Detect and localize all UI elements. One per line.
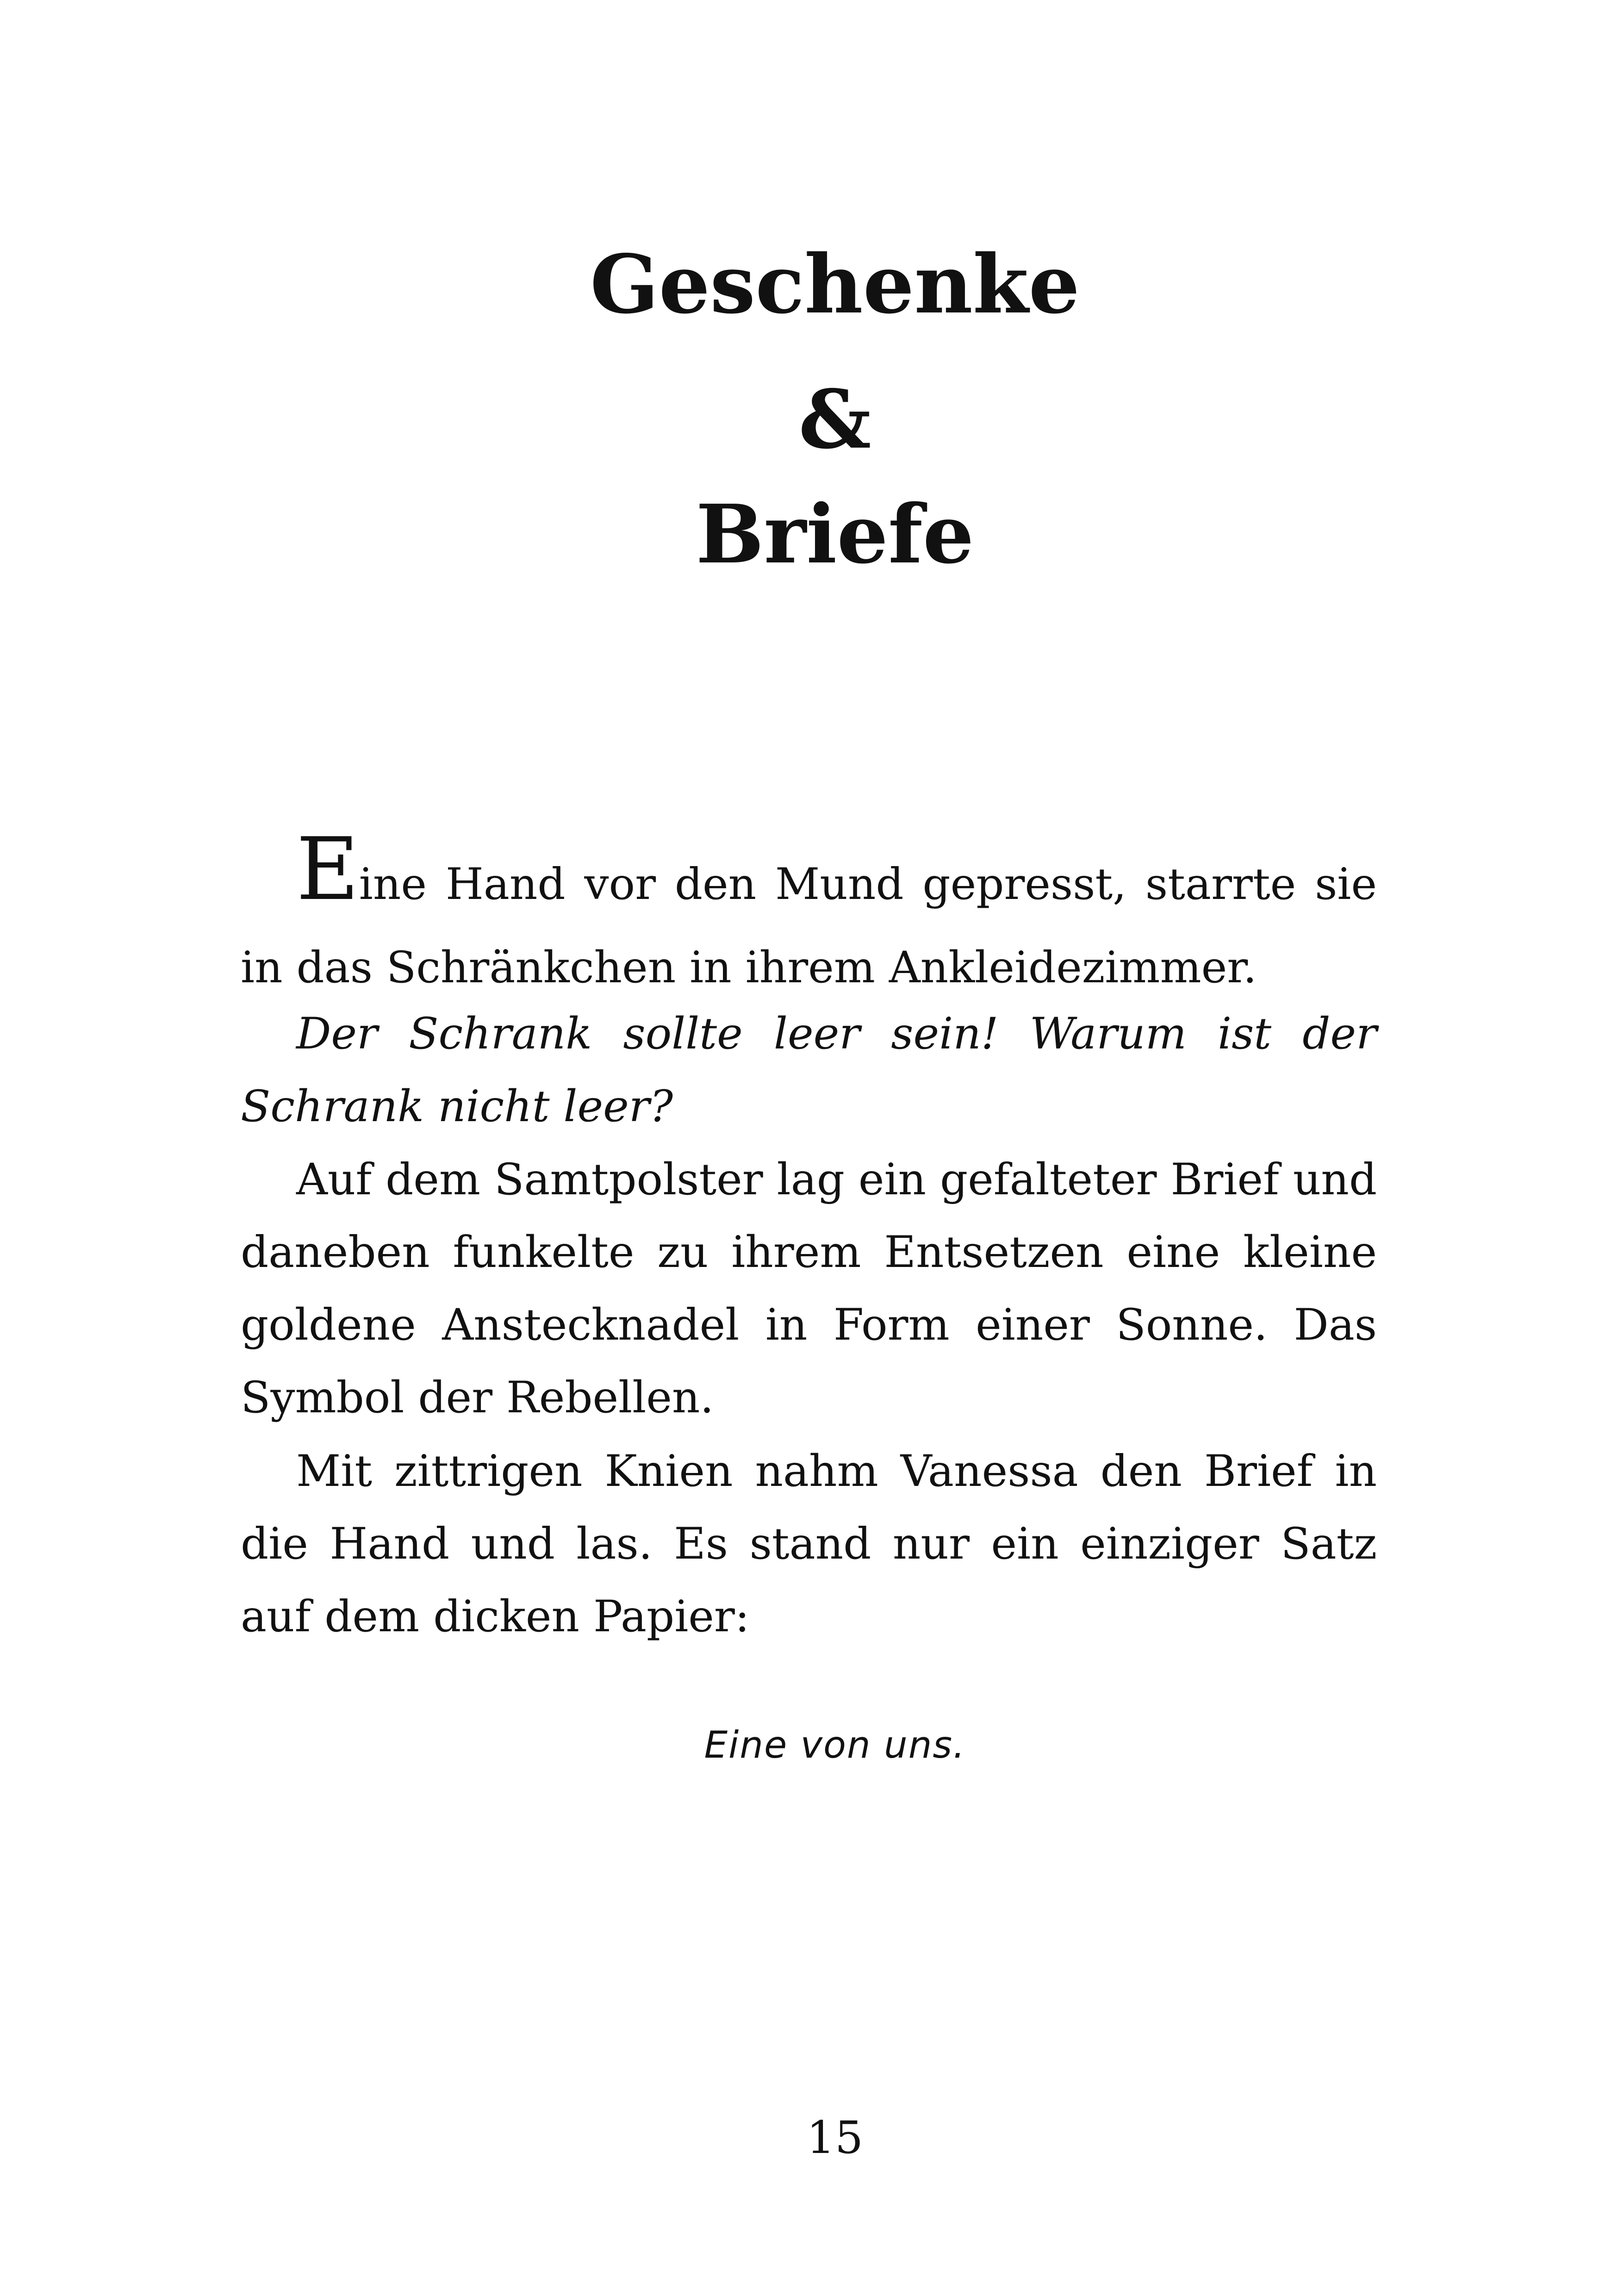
chapter-title-line-1: Geschenke <box>590 237 1080 332</box>
chapter-title-line-2: Briefe <box>696 487 974 582</box>
paragraph-1 <box>241 819 1377 1010</box>
chapter-title-ampersand: & <box>798 373 871 467</box>
paragraph-2-thought: Der Schrank sollte leer sein! Warum ist der Schrank nicht leer? <box>241 1009 1377 1132</box>
drop-cap: E <box>296 819 359 919</box>
paragraph-3: Auf dem Samtpolster lag ein gefalteter Brief und daneben funkelte zu ihrem Entsetzen eine kleine goldene Anstecknadel in Form einer Sonne. Das Symbol der Rebellen. <box>241 1154 1377 1423</box>
handwritten-letter-line: Eine von uns. <box>704 1723 966 1766</box>
page-number: 15 <box>806 2112 864 2164</box>
paragraph-4: Mit zittrigen Knien nahm Vanessa den Brief in die Hand und las. Es stand nur ein einziger Satz auf dem dicken Papier: <box>241 1446 1377 1642</box>
paragraph-1-text: ine Hand vor den Mund gepresst, starrte sie in das Schränkchen in ihrem Ankleidezimmer. <box>241 859 1377 993</box>
